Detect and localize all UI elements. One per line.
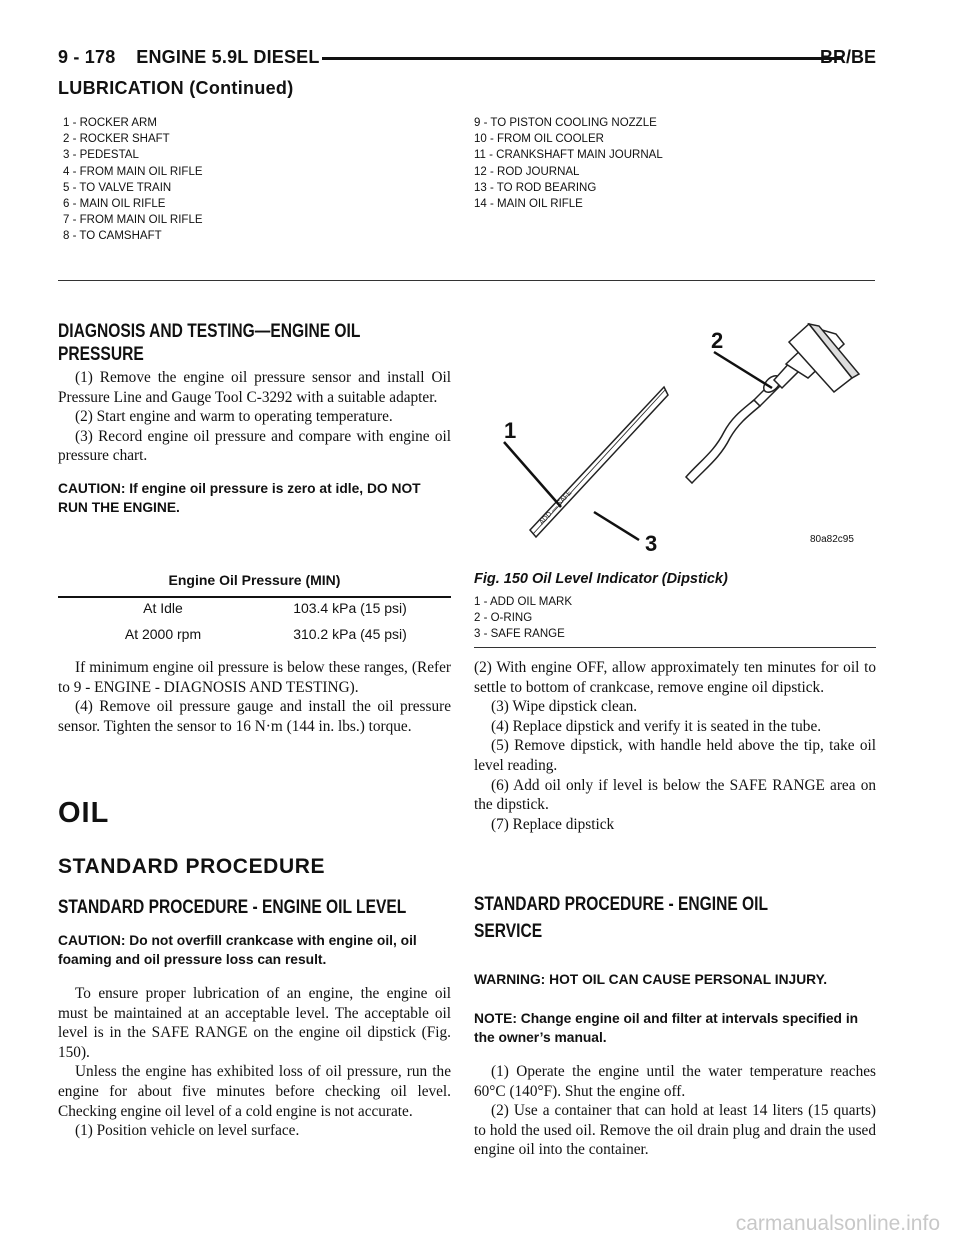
note-text: NOTE: Change engine oil and filter at intervals specified in the owner’s manual. (474, 1011, 859, 1045)
legend-item: 1 - ROCKER ARM (63, 117, 157, 129)
legend-item: 3 - PEDESTAL (63, 149, 139, 162)
dipstick-markings: ADD — SAFE (538, 489, 574, 527)
body-paragraph: If minimum engine oil pressure is below these ranges, (Refer to 9 - ENGINE - DIAGNOSIS AND TESTING). (58, 659, 451, 696)
step-paragraph: (4) Replace dipstick and verify it is seated in the tube. (491, 717, 822, 735)
legend-item: 12 - ROD JOURNAL (474, 165, 580, 178)
legend-item: 14 - MAIN OIL RIFLE (474, 198, 583, 211)
step-paragraph: (2) Start engine and warm to operating temperature. (75, 408, 393, 426)
body-paragraph: To ensure proper lubrication of an engine, the engine oil must be maintained at an acceptable level. The acceptable oil level is in the SAFE RANGE on the engine oil dipstick (Fig. 150). (58, 985, 451, 1061)
oil-service-section (474, 970, 876, 1160)
legend-item: 13 - TO ROD BEARING (474, 181, 597, 194)
step-paragraph: (2) Use a container that can hold at least 14 liters (15 quarts) to hold the used oil. Remove the oil drain plug and drain the used engine oil into the container. (474, 1102, 876, 1159)
caution-note: CAUTION: Do not overfill crankcase with engine oil, oil foaming and oil pressure loss can result. (58, 933, 417, 967)
figure-caption: Fig. 150 Oil Level Indicator (Dipstick) (474, 571, 728, 587)
header-rule (322, 57, 843, 60)
legend-item: 9 - TO PISTON COOLING NOZZLE (474, 117, 657, 129)
legend-item: 2 - ROCKER SHAFT (63, 133, 170, 146)
legend-item: 2 - O-RING (474, 612, 533, 625)
standard-procedure-title: STANDARD PROCEDURE (58, 855, 326, 878)
step-paragraph: (3) Record engine oil pressure and compare with engine oil pressure chart. (58, 427, 451, 465)
diagnosis-heading-line2: PRESSURE (58, 344, 144, 365)
step-paragraph: (3) Wipe dipstick clean. (491, 698, 638, 716)
figure-code: 80a82c95 (810, 534, 854, 545)
diagnosis-steps (58, 368, 451, 517)
legend-item: 4 - FROM MAIN OIL RIFLE (63, 165, 203, 178)
legend-item: 5 - TO VALVE TRAIN (63, 181, 172, 194)
oil-level-section (58, 931, 451, 1141)
model-code: BR/BE (819, 47, 876, 67)
legend-item: 6 - MAIN OIL RIFLE (63, 198, 166, 211)
callout-3: 3 (645, 531, 658, 556)
step-paragraph: (1) Operate the engine until the water temperature reaches 60°C (140°F). Shut the engine off. (474, 1063, 876, 1100)
step-paragraph: (6) Add oil only if level is below the SAFE RANGE area on the dipstick. (474, 776, 876, 814)
figure-rule (474, 647, 876, 648)
watermark: carmanualsonline.info (735, 1212, 940, 1235)
oil-service-heading (474, 893, 868, 944)
step-paragraph: (2) With engine OFF, allow approximately ten minutes for oil to settle to bottom of crankcase, remove engine oil dipstick. (474, 659, 876, 696)
oil-service-heading-line1: STANDARD PROCEDURE - ENGINE OIL (474, 894, 769, 915)
section-title: ENGINE 5.9L DIESEL (136, 47, 320, 67)
page-number: 9 - 178 (58, 47, 116, 67)
figure-legend (474, 594, 572, 643)
oil-level-heading: STANDARD PROCEDURE - ENGINE OIL LEVEL (58, 897, 407, 918)
table-cell-label: At Idle (143, 600, 183, 616)
caution-note: CAUTION: If engine oil pressure is zero at idle, DO NOT RUN THE ENGINE. (58, 480, 421, 515)
oil-level-steps (474, 658, 876, 834)
table-cell-value: 103.4 kPa (15 psi) (293, 600, 407, 616)
legend-item: 7 - FROM MAIN OIL RIFLE (63, 214, 203, 227)
legend-item: 3 - SAFE RANGE (474, 628, 565, 641)
figure-legend-right (474, 115, 663, 212)
figure-legend-left (63, 115, 203, 245)
legend-item: 1 - ADD OIL MARK (474, 596, 572, 608)
diagnosis-heading (58, 320, 452, 367)
diagnosis-followup (58, 658, 451, 736)
warning-note: WARNING: HOT OIL CAN CAUSE PERSONAL INJURY. (474, 972, 828, 987)
oil-title: OIL (58, 797, 110, 829)
callout-2: 2 (711, 328, 724, 353)
step-paragraph: (1) Position vehicle on level surface. (75, 1122, 300, 1140)
step-paragraph: (7) Replace dipstick (491, 815, 615, 833)
page-header-section (58, 47, 320, 68)
callout-1: 1 (504, 418, 517, 443)
legend-item: 10 - FROM OIL COOLER (474, 133, 604, 146)
diagnosis-heading-line1: DIAGNOSIS AND TESTING—ENGINE OIL (58, 321, 361, 342)
legend-divider (58, 280, 875, 281)
continued-heading: LUBRICATION (Continued) (58, 78, 294, 98)
body-paragraph: Unless the engine has exhibited loss of oil pressure, run the engine for about five minutes before checking oil level. Checking engine oil level of a cold engine is not accurate. (58, 1063, 451, 1120)
legend-item: 11 - CRANKSHAFT MAIN JOURNAL (474, 149, 663, 162)
step-paragraph: (5) Remove dipstick, with handle held above the tip, take oil level reading. (474, 737, 876, 774)
dipstick-illustration (474, 312, 876, 562)
table-rule (58, 596, 451, 598)
table-cell-label: At 2000 rpm (124, 626, 202, 642)
table-title: Engine Oil Pressure (MIN) (168, 572, 341, 588)
step-paragraph: (1) Remove the engine oil pressure sensor and install Oil Pressure Line and Gauge Tool C-3292 with a suitable adapter. (58, 369, 451, 406)
oil-service-heading-line2: SERVICE (474, 921, 543, 942)
legend-item: 8 - TO CAMSHAFT (63, 230, 162, 243)
table-cell-value: 310.2 kPa (45 psi) (293, 626, 407, 642)
step-paragraph: (4) Remove oil pressure gauge and install the oil pressure sensor. Tighten the sensor to 16 N·m (144 in. lbs.) torque. (58, 698, 451, 735)
dipstick-figure (474, 312, 876, 562)
